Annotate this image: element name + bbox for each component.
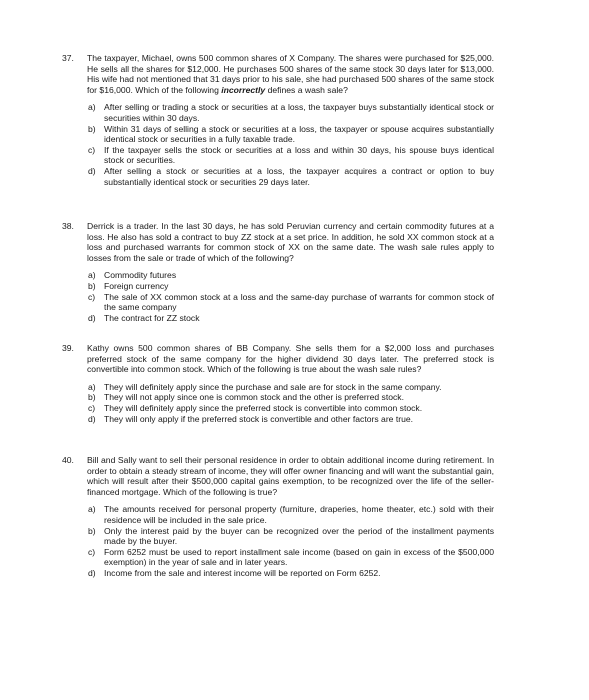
question-number: 40. <box>62 455 74 465</box>
answer-option-c: c) They will definitely apply since the preferred stock is convertible into common stock. <box>88 402 423 413</box>
emphasis-word: incorrectly <box>221 84 266 95</box>
answer-option-a: a) Commodity futures <box>88 270 177 281</box>
answer-option-d: d) The contract for ZZ stock <box>88 312 200 323</box>
answer-options <box>62 504 494 578</box>
answer-option-c: c) The sale of XX common stock at a loss and the same-day purchase of warrants for common stock of the same company <box>88 291 494 313</box>
answer-options <box>62 102 494 187</box>
answer-option-b: b) They will not apply since one is common stock and the other is preferred stock. <box>88 392 404 403</box>
answer-option-b: b) Foreign currency <box>88 280 169 291</box>
question-37 <box>62 53 494 187</box>
question-number: 37. <box>62 53 74 63</box>
answer-option-b: b) Only the interest paid by the buyer can be recognized over the period of the installment payments made by the buyer. <box>88 525 494 547</box>
question-text: The taxpayer, Michael, owns 500 common shares of X Company. The shares were purchased for $25,000. He sells all the shares for $12,000. He purchases 500 shares of the same stock 30 days later for $13,000. His wife had not mentioned that 31 days prior to his sale, she had purchased 500 shares of the same stock for $16,000. Which of the following incorrectly defines a wash sale? <box>87 53 494 95</box>
question-text: Kathy owns 500 common shares of BB Company. She sells them for a $2,000 loss and purchases preferred stock of the same company for the higher dividend 30 days later. The preferred stock is convertible into common stock. Which of the following is true about the wash sale rules? <box>87 343 494 375</box>
question-text: Derrick is a trader. In the last 30 days, he has sold Peruvian currency and certain commodity futures at a loss. He also has sold a contract to buy ZZ stock at a set price. In addition, he sold XX common stock at a loss and purchased warrants for common stock of XX on the same date. The wash sale rules apply to losses from the sale or trade of which of the following? <box>87 221 494 263</box>
answer-option-a: a) The amounts received for personal property (furniture, draperies, home theater, etc.) sold with their residence will be included in the sale price. <box>88 504 494 525</box>
question-number: 39. <box>62 343 74 353</box>
question-text: Bill and Sally want to sell their personal residence in order to obtain additional income during retirement. In order to obtain a steady stream of income, they will offer owner financing and will want the substantial gain, which will result after their $500,000 capital gains exemption, to be recognized over the life of the seller-financed mortgage. Which of the following is true? <box>87 455 494 497</box>
answer-option-a: a) They will definitely apply since the purchase and sale are for stock in the same company. <box>88 381 442 392</box>
answer-option-a: a) After selling or trading a stock or securities at a loss, the taxpayer buys substantially identical stock or securities within 30 days. <box>88 102 494 123</box>
answer-option-d: d) Income from the sale and interest income will be reported on Form 6252. <box>88 567 381 578</box>
question-38 <box>62 221 494 323</box>
answer-option-c: c) If the taxpayer sells the stock or securities at a loss and within 30 days, his spouse buys identical stock or securities. <box>88 144 494 166</box>
answer-option-b: b) Within 31 days of selling a stock or securities at a loss, the taxpayer or spouse acquires substantially identical stock or securities in a fully taxable trade. <box>88 123 494 145</box>
question-40 <box>62 455 494 579</box>
answer-option-c: c) Form 6252 must be used to report installment sale income (based on gain in excess of the $500,000 exemption) in the year of sale and in later years. <box>88 546 494 568</box>
question-39 <box>62 343 494 424</box>
answer-option-d: d) After selling a stock or securities at a loss, the taxpayer acquires a contract or option to buy substantially identical stock or securities 29 days later. <box>88 165 494 187</box>
answer-options <box>62 270 494 323</box>
question-number: 38. <box>62 221 74 231</box>
answer-options <box>62 382 494 424</box>
answer-option-d: d) They will only apply if the preferred stock is convertible and other factors are true. <box>88 413 414 424</box>
